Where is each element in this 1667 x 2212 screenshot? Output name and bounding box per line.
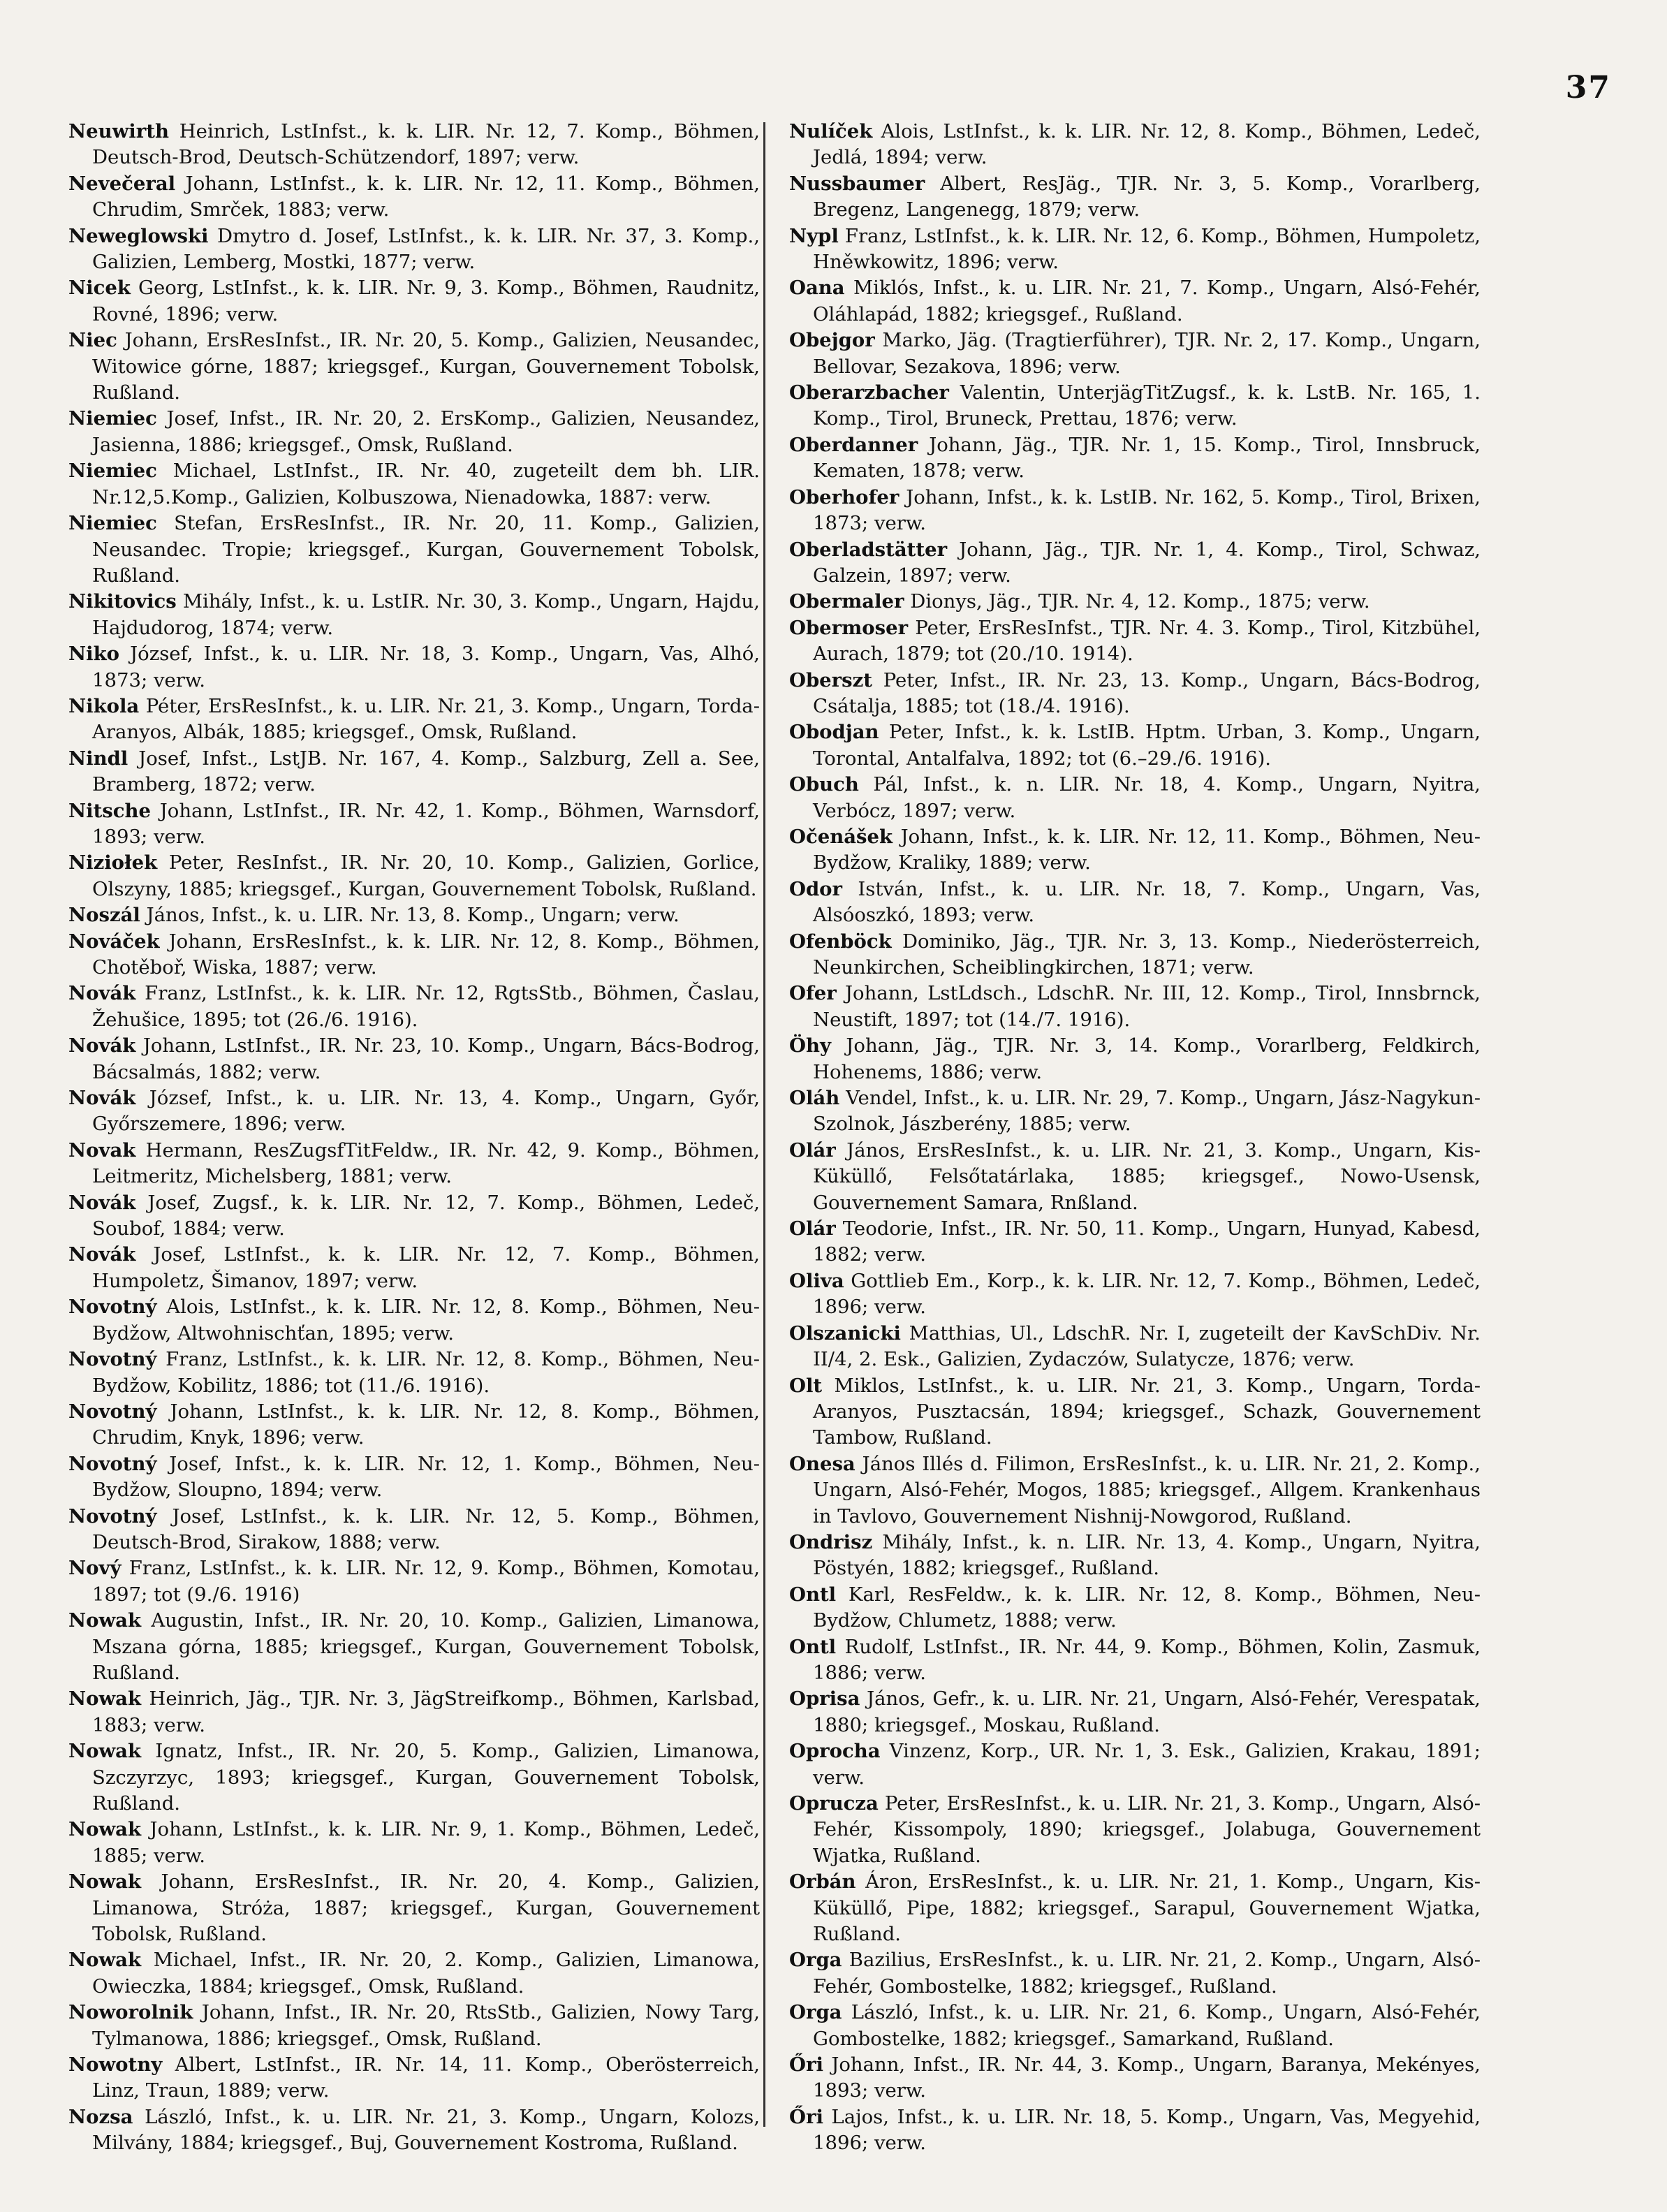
- entry-surname: Novák: [68, 1034, 136, 1057]
- entry-surname: Noworolnik: [68, 2001, 193, 2024]
- entry-surname: Oberhofer: [789, 485, 899, 508]
- entry-details: Johann, ErsResInfst., IR. Nr. 20, 5. Komp., Galizien, Neusandec, Witowice górne, 1887; kriegsgef., Kurgan, Gouvernement Tobolsk, Rußland.: [92, 329, 760, 404]
- entry-surname: Novák: [68, 982, 136, 1005]
- entry-details: Karl, ResFeldw., k. k. LIR. Nr. 12, 8. Komp., Böhmen, Neu-Bydžow, Chlumetz, 1888; verw.: [813, 1583, 1481, 1632]
- entry-surname: Öhy: [789, 1034, 831, 1057]
- register-entry: [789, 1686, 1481, 1738]
- entry-surname: Nováček: [68, 930, 160, 953]
- entry-details: Johann, Infst., IR. Nr. 20, RtsStb., Galizien, Nowy Targ, Tylmanowa, 1886; kriegsgef., Omsk, Rußland.: [92, 2001, 760, 2050]
- entry-details: Franz, LstInfst., k. k. LIR. Nr. 12, RgtsStb., Böhmen, Časlau, Žehušice, 1895; tot (26./6. 1916).: [92, 982, 760, 1031]
- entry-surname: Ontl: [789, 1583, 837, 1606]
- entry-details: Peter, ResInfst., IR. Nr. 20, 10. Komp., Galizien, Gorlice, Olszyny, 1885; kriegsgef., Kurgan, Gouvernement Tobolsk, Rußland.: [92, 851, 760, 900]
- register-entry: [789, 1321, 1481, 1373]
- entry-surname: Niemiec: [68, 512, 157, 535]
- entry-surname: Nikola: [68, 694, 140, 717]
- entry-details: Franz, LstInfst., k. k. LIR. Nr. 12, 8. Komp., Böhmen, Neu-Bydžow, Kobilitz, 1886; tot (11./6. 1916).: [92, 1348, 760, 1397]
- entry-details: Vendel, Infst., k. u. LIR. Nr. 29, 7. Komp., Ungarn, Jász-Nagykun-Szolnok, Jászberény, 1885; verw.: [813, 1087, 1481, 1136]
- entry-surname: Nicek: [68, 277, 131, 300]
- entry-details: Miklós, Infst., k. u. LIR. Nr. 21, 7. Komp., Ungarn, Alsó-Fehér, Oláhlapád, 1882; kriegsgef., Rußland.: [813, 277, 1481, 325]
- entry-details: Josef, Infst., k. k. LIR. Nr. 12, 1. Komp., Böhmen, Neu-Bydžow, Sloupno, 1894; verw.: [92, 1452, 760, 1502]
- entry-details: Johann, LstInfst., IR. Nr. 23, 10. Komp., Ungarn, Bács-Bodrog, Bácsalmás, 1882; verw.: [92, 1034, 760, 1083]
- entry-details: Johann, Infst., IR. Nr. 44, 3. Komp., Ungarn, Baranya, Mekényes, 1893; verw.: [813, 2053, 1481, 2102]
- entry-surname: Nindl: [68, 747, 128, 770]
- entry-details: István, Infst., k. u. LIR. Nr. 18, 7. Komp., Ungarn, Vas, Alsóoszkó, 1893; verw.: [813, 877, 1481, 927]
- register-entry: [789, 1033, 1481, 1085]
- entry-details: Peter, ErsResInfst., TJR. Nr. 4. 3. Komp., Tirol, Kitzbühel, Aurach, 1879; tot (20./10. 1914).: [813, 616, 1481, 666]
- register-entry: [68, 589, 760, 641]
- entry-details: Josef, Zugsf., k. k. LIR. Nr. 12, 7. Komp., Böhmen, Ledeč, Soubof, 1884; verw.: [92, 1191, 760, 1240]
- register-entry: [789, 1268, 1481, 1321]
- register-entry: [789, 1451, 1481, 1530]
- entry-details: Peter, ErsResInfst., k. u. LIR. Nr. 21, 3. Komp., Ungarn, Alsó-Fehér, Kissompoly, 1890; kriegsgef., Jolabuga, Gouvernement Wjatka, Rußland.: [813, 1792, 1481, 1867]
- entry-details: Johann, LstInfst., k. k. LIR. Nr. 9, 1. Komp., Böhmen, Ledeč, 1885; verw.: [92, 1818, 760, 1867]
- entry-surname: Nulíček: [789, 120, 873, 142]
- register-entry: [789, 1582, 1481, 1634]
- register-entry: [789, 824, 1481, 877]
- entry-surname: Neuwirth: [68, 120, 169, 142]
- register-entry: [68, 1294, 760, 1347]
- register-entry: [68, 119, 760, 171]
- entry-surname: Nitsche: [68, 799, 152, 822]
- entry-details: Alois, LstInfst., k. k. LIR. Nr. 12, 8. Komp., Böhmen, Ledeč, Jedlá, 1894; verw.: [813, 120, 1481, 169]
- register-entry: [68, 2052, 760, 2104]
- register-entry: [789, 877, 1481, 929]
- register-entry: [68, 328, 760, 406]
- register-entry: [68, 1608, 760, 1686]
- entry-surname: Ofenböck: [789, 930, 892, 953]
- register-entry: [68, 1451, 760, 1504]
- entry-details: Lajos, Infst., k. u. LIR. Nr. 18, 5. Komp., Ungarn, Vas, Megyehid, 1896; verw.: [813, 2105, 1481, 2155]
- register-entry: [789, 2000, 1481, 2052]
- entry-surname: Oprocha: [789, 1740, 881, 1763]
- entry-surname: Novak: [68, 1138, 136, 1162]
- register-entry: [68, 929, 760, 981]
- entry-details: Georg, LstInfst., k. k. LIR. Nr. 9, 3. Komp., Böhmen, Raudnitz, Rovné, 1896; verw.: [92, 277, 760, 325]
- entry-surname: Nowotny: [68, 2053, 163, 2077]
- register-entry: [789, 1138, 1481, 1216]
- entry-details: Johann, ErsResInfst., IR. Nr. 20, 4. Komp., Galizien, Limanowa, Stróża, 1887; kriegsgef., Kurgan, Gouvernement Tobolsk, Rußland.: [92, 1870, 760, 1946]
- entry-surname: Nowak: [68, 1870, 142, 1894]
- entry-surname: Novotný: [68, 1504, 157, 1528]
- entry-surname: Odor: [789, 877, 843, 900]
- entry-surname: Ontl: [789, 1635, 837, 1658]
- entry-details: Johann, LstInfst., IR. Nr. 42, 1. Komp., Böhmen, Warnsdorf, 1893; verw.: [92, 799, 760, 848]
- entry-details: Peter, Infst., IR. Nr. 23, 13. Komp., Ungarn, Bács-Bodrog, Csátalja, 1885; tot (18./4. 1916).: [813, 668, 1481, 717]
- entry-surname: Oberdanner: [789, 433, 918, 456]
- entry-details: János, ErsResInfst., k. u. LIR. Nr. 21, 3. Komp., Ungarn, Kis-Küküllő, Felsőtatárlaka, 1885; kriegsgef., Nowo-Usensk, Gouvernement Samara, Rnßland.: [813, 1138, 1481, 1214]
- entry-surname: Oberszt: [789, 668, 872, 691]
- register-entry: [68, 1738, 760, 1817]
- register-entry: [789, 1738, 1481, 1791]
- register-entry: [789, 2104, 1481, 2157]
- entry-surname: Oprucza: [789, 1792, 879, 1815]
- register-entry: [68, 798, 760, 851]
- register-entry: [789, 981, 1481, 1033]
- entry-details: Matthias, Ul., LdschR. Nr. I, zugeteilt der KavSchDiv. Nr. II/4, 2. Esk., Galizien, Zydaczów, Sulatycze, 1876; verw.: [813, 1321, 1481, 1371]
- register-entry: [68, 1190, 760, 1243]
- entry-details: Dionys, Jäg., TJR. Nr. 4, 12. Komp., 1875; verw.: [904, 590, 1370, 613]
- entry-details: János, Gefr., k. u. LIR. Nr. 21, Ungarn, Alsó-Fehér, Verespatak, 1880; kriegsgef., Moskau, Rußland.: [813, 1687, 1481, 1736]
- register-entry: [789, 328, 1481, 380]
- register-entry: [789, 1085, 1481, 1138]
- entry-surname: Novák: [68, 1191, 136, 1214]
- entry-surname: Obermoser: [789, 616, 909, 639]
- entry-surname: Nowak: [68, 1818, 142, 1841]
- right-column: [789, 119, 1481, 2157]
- entry-surname: Oana: [789, 277, 845, 300]
- entry-details: Johann, Infst., k. k. LstIB. Nr. 162, 5. Komp., Tirol, Brixen, 1873; verw.: [813, 485, 1481, 535]
- register-entry: [789, 2052, 1481, 2104]
- entry-surname: Neweglowski: [68, 224, 209, 247]
- entry-details: Péter, ErsResInfst., k. u. LIR. Nr. 21, 3. Komp., Ungarn, Torda-Aranyos, Albák, 1885; kriegsgef., Omsk, Rußland.: [92, 694, 760, 744]
- entry-details: Johann, Jäg., TJR. Nr. 1, 4. Komp., Tirol, Schwaz, Galzein, 1897; verw.: [813, 538, 1481, 587]
- entry-surname: Niko: [68, 643, 119, 666]
- register-entry: [68, 850, 760, 902]
- entry-surname: Orga: [789, 2001, 842, 2024]
- entry-details: Albert, LstInfst., IR. Nr. 14, 11. Komp., Oberösterreich, Linz, Traun, 1889; verw.: [92, 2053, 760, 2102]
- entry-surname: Orbán: [789, 1870, 856, 1894]
- entry-surname: Nypl: [789, 224, 839, 247]
- entry-details: Johann, ErsResInfst., k. k. LIR. Nr. 12, 8. Komp., Böhmen, Chotěboř, Wiska, 1887; verw.: [92, 930, 760, 979]
- entry-details: Áron, ErsResInfst., k. u. LIR. Nr. 21, 1. Komp., Ungarn, Kis-Küküllő, Pipe, 1882; kriegsgef., Sarapul, Gouvernement Wjatka, Rußland.: [813, 1870, 1481, 1946]
- entry-details: Ignatz, Infst., IR. Nr. 20, 5. Komp., Galizien, Limanowa, Szczyrzyc, 1893; kriegsgef., Kurgan, Gouvernement Tobolsk, Rußland.: [92, 1740, 760, 1815]
- left-column: [68, 119, 760, 2157]
- entry-surname: Olszanicki: [789, 1321, 902, 1345]
- entry-details: Stefan, ErsResInfst., IR. Nr. 20, 11. Komp., Galizien, Neusandec. Tropie; kriegsgef., Kurgan, Gouvernement Tobolsk, Rußland.: [92, 512, 760, 587]
- register-entry: [68, 902, 760, 928]
- entry-surname: Niec: [68, 329, 117, 352]
- entry-details: Josef, LstInfst., k. k. LIR. Nr. 12, 5. Komp., Böhmen, Deutsch-Brod, Sirakow, 1888; verw.: [92, 1504, 760, 1553]
- entry-details: Michael, Infst., IR. Nr. 20, 2. Komp., Galizien, Limanowa, Owieczka, 1884; kriegsgef., Omsk, Rußland.: [92, 1949, 760, 1998]
- register-entry: [68, 1347, 760, 1399]
- register-entry: [789, 485, 1481, 537]
- entry-details: Bazilius, ErsResInfst., k. u. LIR. Nr. 21, 2. Komp., Ungarn, Alsó-Fehér, Gombostelke, 1882; kriegsgef., Rußland.: [813, 1949, 1481, 1998]
- entry-surname: Novotný: [68, 1400, 157, 1423]
- entry-details: Josef, LstInfst., k. k. LIR. Nr. 12, 7. Komp., Böhmen, Humpoletz, Šimanov, 1897; verw.: [92, 1243, 760, 1292]
- register-entry: [68, 1947, 760, 2000]
- entry-details: József, Infst., k. u. LIR. Nr. 18, 3. Komp., Ungarn, Vas, Alhó, 1873; verw.: [92, 643, 760, 691]
- entry-details: János, Infst., k. u. LIR. Nr. 13, 8. Komp., Ungarn; verw.: [140, 904, 680, 927]
- register-entry: [68, 406, 760, 458]
- column-divider: [763, 122, 765, 2127]
- entry-details: Valentin, UnterjägTitZugsf., k. k. LstB. Nr. 165, 1. Komp., Tirol, Bruneck, Prettau, 1876; verw.: [813, 381, 1481, 430]
- entry-details: László, Infst., k. u. LIR. Nr. 21, 3. Komp., Ungarn, Kolozs, Milvány, 1884; kriegsgef., Buj, Gouvernement Kostroma, Rußland.: [92, 2105, 760, 2155]
- register-entry: [68, 511, 760, 589]
- entry-details: László, Infst., k. u. LIR. Nr. 21, 6. Komp., Ungarn, Alsó-Fehér, Gombostelke, 1882; kriegsgef., Samarkand, Rußland.: [813, 2001, 1481, 2050]
- entry-surname: Obodjan: [789, 721, 879, 744]
- entry-surname: Očenášek: [789, 825, 893, 848]
- entry-surname: Ondrisz: [789, 1530, 873, 1553]
- entry-details: Franz, LstInfst., k. k. LIR. Nr. 12, 9. Komp., Böhmen, Komotau, 1897; tot (9./6. 1916): [92, 1557, 760, 1606]
- entry-details: Rudolf, LstInfst., IR. Nr. 44, 9. Komp., Böhmen, Kolin, Zasmuk, 1886; verw.: [813, 1635, 1481, 1684]
- entry-surname: Nowak: [68, 1609, 142, 1632]
- entry-surname: Nevečeral: [68, 172, 176, 195]
- register-entry: [68, 746, 760, 798]
- entry-details: Johann, LstLdsch., LdschR. Nr. III, 12. Komp., Tirol, Innsbrnck, Neustift, 1897; tot (14./7. 1916).: [813, 982, 1481, 1031]
- register-entry: [68, 1817, 760, 1869]
- entry-details: Heinrich, LstInfst., k. k. LIR. Nr. 12, 7. Komp., Böhmen, Deutsch-Brod, Deutsch-Schützendorf, 1897; verw.: [92, 120, 760, 169]
- entry-surname: Novotný: [68, 1348, 157, 1371]
- register-entry: [789, 589, 1481, 615]
- register-entry: [68, 1138, 760, 1190]
- register-entry: [789, 432, 1481, 485]
- entry-details: Augustin, Infst., IR. Nr. 20, 10. Komp., Galizien, Limanowa, Mszana górna, 1885; kriegsgef., Kurgan, Gouvernement Tobolsk, Rußland.: [92, 1609, 760, 1684]
- entry-surname: Orga: [789, 1949, 842, 1972]
- entry-details: Miklos, LstInfst., k. u. LIR. Nr. 21, 3. Komp., Ungarn, Torda-Aranyos, Pusztacsán, 1894; kriegsgef., Schazk, Gouvernement Tambow, Rußland.: [813, 1374, 1481, 1449]
- register-entry: [789, 275, 1481, 328]
- register-entry: [789, 537, 1481, 589]
- entry-details: Heinrich, Jäg., TJR. Nr. 3, JägStreifkomp., Böhmen, Karlsbad, 1883; verw.: [92, 1687, 760, 1736]
- entry-surname: Nowak: [68, 1740, 142, 1763]
- register-entry: [789, 615, 1481, 668]
- entry-details: Gottlieb Em., Korp., k. k. LIR. Nr. 12, 7. Komp., Böhmen, Ledeč, 1896; verw.: [813, 1269, 1481, 1319]
- entry-surname: Niziołek: [68, 851, 158, 874]
- entry-surname: Oláh: [789, 1087, 840, 1110]
- register-entry: [68, 1033, 760, 1085]
- register-entry: [68, 1504, 760, 1556]
- register-entry: [68, 1686, 760, 1738]
- register-entry: [68, 2000, 760, 2052]
- entry-surname: Nozsa: [68, 2105, 133, 2128]
- entry-surname: Niemiec: [68, 460, 157, 483]
- register-entry: [789, 1869, 1481, 1947]
- register-entry: [68, 1869, 760, 1947]
- register-entry: [789, 380, 1481, 432]
- entry-surname: Olár: [789, 1138, 836, 1162]
- entry-details: Albert, ResJäg., TJR. Nr. 3, 5. Komp., Vorarlberg, Bregenz, Langenegg, 1879; verw.: [813, 172, 1481, 221]
- register-entry: [68, 694, 760, 746]
- register-entry: [789, 1373, 1481, 1451]
- register-entry: [68, 1555, 760, 1608]
- entry-surname: Őri: [789, 2105, 823, 2128]
- register-entry: [789, 668, 1481, 720]
- register-entry: [68, 981, 760, 1033]
- register-entry: [68, 641, 760, 694]
- entry-surname: Obejgor: [789, 329, 875, 352]
- entry-details: Mihály, Infst., k. u. LstIR. Nr. 30, 3. Komp., Ungarn, Hajdu, Hajdudorog, 1874; verw.: [92, 590, 760, 639]
- entry-details: Dominiko, Jäg., TJR. Nr. 3, 13. Komp., Niederösterreich, Neunkirchen, Scheiblingkirchen, 1871; verw.: [813, 930, 1481, 979]
- register-entry: [789, 119, 1481, 171]
- entry-surname: Nowak: [68, 1687, 142, 1711]
- entry-details: Alois, LstInfst., k. k. LIR. Nr. 12, 8. Komp., Böhmen, Neu-Bydžow, Altwohnischťan, 1895; verw.: [92, 1296, 760, 1345]
- entry-details: József, Infst., k. u. LIR. Nr. 13, 4. Komp., Ungarn, Győr, Győrszemere, 1896; verw.: [92, 1087, 760, 1136]
- entry-details: Dmytro d. Josef, LstInfst., k. k. LIR. Nr. 37, 3. Komp., Galizien, Lemberg, Mostki, 1877; verw.: [92, 224, 760, 274]
- entry-surname: Nový: [68, 1557, 122, 1580]
- entry-details: Johann, LstInfst., k. k. LIR. Nr. 12, 8. Komp., Böhmen, Chrudim, Knyk, 1896; verw.: [92, 1400, 760, 1449]
- entry-surname: Olár: [789, 1217, 836, 1240]
- register-entry: [68, 1242, 760, 1294]
- entry-surname: Obuch: [789, 773, 859, 796]
- register-entry: [68, 275, 760, 328]
- register-entry: [68, 171, 760, 224]
- entry-surname: Nikitovics: [68, 590, 177, 613]
- register-entry: [789, 1791, 1481, 1869]
- entry-surname: Oliva: [789, 1269, 844, 1292]
- entry-details: Johann, Jäg., TJR. Nr. 3, 14. Komp., Vorarlberg, Feldkirch, Hohenems, 1886; verw.: [813, 1034, 1481, 1083]
- page-number: 37: [1565, 70, 1611, 105]
- entry-surname: Noszál: [68, 904, 140, 927]
- entry-surname: Ofer: [789, 982, 837, 1005]
- entry-surname: Oberladstätter: [789, 538, 948, 561]
- entry-details: Johann, Jäg., TJR. Nr. 1, 15. Komp., Tirol, Innsbruck, Kematen, 1878; verw.: [813, 433, 1481, 483]
- register-entry: [789, 1634, 1481, 1687]
- entry-details: Hermann, ResZugsfTitFeldw., IR. Nr. 42, 9. Komp., Böhmen, Leitmeritz, Michelsberg, 1881; verw.: [92, 1138, 760, 1188]
- entry-surname: Onesa: [789, 1452, 855, 1475]
- register-entry: [789, 719, 1481, 772]
- entry-details: Johann, LstInfst., k. k. LIR. Nr. 12, 11. Komp., Böhmen, Chrudim, Smrček, 1883; verw.: [92, 172, 760, 221]
- entry-details: Josef, Infst., LstJB. Nr. 167, 4. Komp., Salzburg, Zell a. See, Bramberg, 1872; verw.: [92, 747, 760, 796]
- entry-surname: Obermaler: [789, 590, 904, 613]
- entry-surname: Oberarzbacher: [789, 381, 949, 404]
- entry-surname: Nussbaumer: [789, 172, 925, 195]
- entry-details: Johann, Infst., k. k. LIR. Nr. 12, 11. Komp., Böhmen, Neu-Bydžow, Kraliky, 1889; verw.: [813, 825, 1481, 874]
- entry-surname: Őri: [789, 2053, 823, 2077]
- register-entry: [789, 1216, 1481, 1268]
- register-entry: [68, 2104, 760, 2157]
- entry-details: Franz, LstInfst., k. k. LIR. Nr. 12, 6. Komp., Böhmen, Humpoletz, Hněwkowitz, 1896; verw.: [813, 224, 1481, 274]
- register-entry: [68, 1085, 760, 1138]
- entry-surname: Novák: [68, 1243, 136, 1266]
- register-entry: [789, 224, 1481, 276]
- entry-surname: Novotný: [68, 1452, 157, 1475]
- register-entry: [68, 1399, 760, 1451]
- entry-details: János Illés d. Filimon, ErsResInfst., k. u. LIR. Nr. 21, 2. Komp., Ungarn, Alsó-Fehér, Mogos, 1885; kriegsgef., Allgem. Krankenhaus in Tavlovo, Gouvernement Nishnij-Nowgorod, Rußland.: [813, 1452, 1481, 1528]
- register-entry: [789, 929, 1481, 981]
- register-entry: [68, 458, 760, 511]
- entry-surname: Novák: [68, 1087, 136, 1110]
- entry-details: Peter, Infst., k. k. LstIB. Hptm. Urban, 3. Komp., Ungarn, Torontal, Antalfalva, 1892; tot (6.–29./6. 1916).: [813, 721, 1481, 770]
- entry-surname: Novotný: [68, 1296, 157, 1319]
- entry-details: Vinzenz, Korp., UR. Nr. 1, 3. Esk., Galizien, Krakau, 1891; verw.: [813, 1740, 1481, 1789]
- register-entry: [789, 772, 1481, 824]
- entry-details: Marko, Jäg. (Tragtierführer), TJR. Nr. 2, 17. Komp., Ungarn, Bellovar, Sezakova, 1896; verw.: [813, 329, 1481, 378]
- entry-details: Teodorie, Infst., IR. Nr. 50, 11. Komp., Ungarn, Hunyad, Kabesd, 1882; verw.: [813, 1217, 1481, 1266]
- entry-surname: Niemiec: [68, 407, 157, 430]
- entry-surname: Olt: [789, 1374, 823, 1397]
- entry-details: Mihály, Infst., k. n. LIR. Nr. 13, 4. Komp., Ungarn, Nyitra, Pöstyén, 1882; kriegsgef., Rußland.: [813, 1530, 1481, 1580]
- entry-details: Michael, LstInfst., IR. Nr. 40, zugeteilt dem bh. LIR. Nr.12,5.Komp., Galizien, Kolbuszowa, Nienadowka, 1887: verw.: [92, 460, 760, 508]
- entry-surname: Oprisa: [789, 1687, 860, 1711]
- register-entry: [68, 224, 760, 276]
- entry-details: Josef, Infst., IR. Nr. 20, 2. ErsKomp., Galizien, Neusandez, Jasienna, 1886; kriegsgef., Omsk, Rußland.: [92, 407, 760, 456]
- register-entry: [789, 171, 1481, 224]
- register-entry: [789, 1947, 1481, 2000]
- entry-details: Pál, Infst., k. n. LIR. Nr. 18, 4. Komp., Ungarn, Nyitra, Verbócz, 1897; verw.: [813, 773, 1481, 822]
- entry-surname: Nowak: [68, 1949, 142, 1972]
- register-entry: [789, 1530, 1481, 1582]
